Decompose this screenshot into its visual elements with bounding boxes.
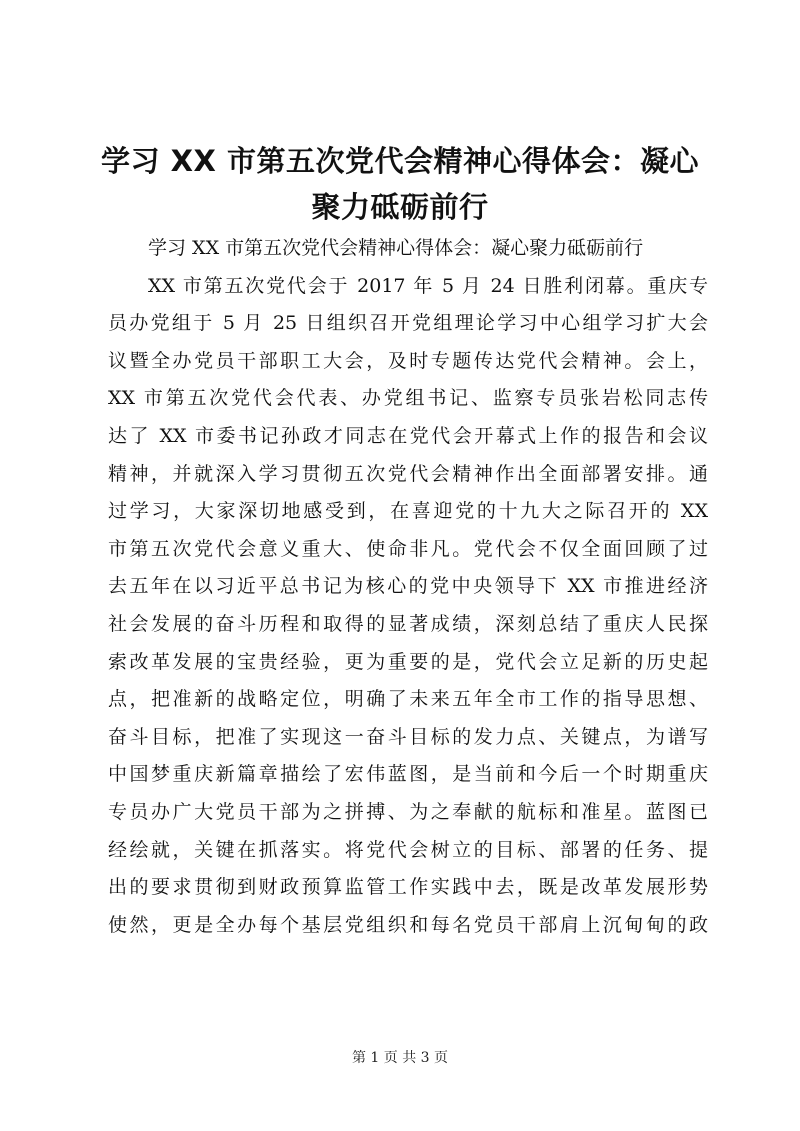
body-line: 去五年在以习近平总书记为核心的党中央领导下 XX 市推进经济 <box>108 575 708 598</box>
page-number-footer: 第 1 页 共 3 页 <box>351 1050 449 1066</box>
body-line: 奋斗目标，把准了实现这一奋斗目标的发力点、关键点，为谱写 <box>108 725 708 748</box>
body-line: 点，把准新的战略定位，明确了未来五年全市工作的指导思想、 <box>108 688 708 711</box>
body-line: 达了 XX 市委书记孙政才同志在党代会开幕式上作的报告和会议 <box>108 424 708 447</box>
title-line-2: 聚力砥砺前行 <box>311 190 489 224</box>
body-line: 使然，更是全办每个基层党组织和每名党员干部肩上沉甸甸的政 <box>108 913 708 936</box>
body-line: 精神，并就深入学习贯彻五次党代会精神作出全面部署安排。通 <box>108 462 708 485</box>
body-line: 专员办广大党员干部为之拼搏、为之奉献的航标和准星。蓝图已 <box>108 800 708 823</box>
body-line: 出的要求贯彻到财政预算监管工作实践中去，既是改革发展形势 <box>108 876 708 899</box>
body-line: 过学习，大家深切地感受到，在喜迎党的十九大之际召开的 XX <box>108 500 708 523</box>
body-line: 索改革发展的宝贵经验，更为重要的是，党代会立足新的历史起 <box>108 650 708 673</box>
body-line: 员办党组于 5 月 25 日组织召开党组理论学习中心组学习扩大会 <box>108 312 708 335</box>
body-line: XX 市第五次党代会代表、办党组书记、监察专员张岩松同志传 <box>108 387 708 410</box>
body-line: XX 市第五次党代会于 2017 年 5 月 24 日胜利闭幕。重庆专 <box>148 274 708 297</box>
body-line: 议暨全办党员干部职工大会，及时专题传达党代会精神。会上， <box>108 349 708 372</box>
document-body <box>108 230 708 944</box>
body-line: 市第五次党代会意义重大、使命非凡。党代会不仅全面回顾了过 <box>108 537 708 560</box>
document-title <box>100 138 700 230</box>
body-line: 社会发展的奋斗历程和取得的显著成绩，深刻总结了重庆人民探 <box>108 612 708 635</box>
body-line: 经绘就，关键在抓落实。将党代会树立的目标、部署的任务、提 <box>108 838 708 861</box>
title-line-1: 学习 XX 市第五次党代会精神心得体会：凝心 <box>101 144 699 178</box>
body-subtitle: 学习 XX 市第五次党代会精神心得体会：凝心聚力砥砺前行 <box>148 237 644 259</box>
body-line: 中国梦重庆新篇章描绘了宏伟蓝图，是当前和今后一个时期重庆 <box>108 763 708 786</box>
